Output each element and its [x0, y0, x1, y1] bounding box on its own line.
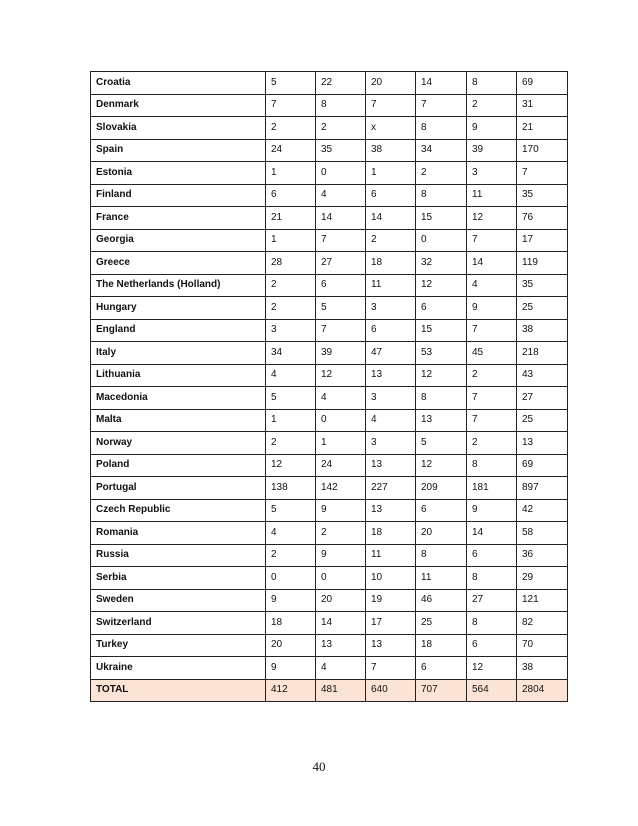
table-body: [91, 72, 568, 702]
value-cell: 1: [266, 162, 316, 185]
value-cell: 34: [266, 342, 316, 365]
value-cell: 12: [266, 454, 316, 477]
country-name-cell: Sweden: [91, 589, 266, 612]
value-cell: 35: [316, 139, 366, 162]
value-cell: 1: [366, 162, 416, 185]
value-cell: 17: [366, 612, 416, 635]
value-cell: 27: [517, 387, 568, 410]
table-row: [91, 499, 568, 522]
value-cell: 7: [467, 409, 517, 432]
country-name-cell: Romania: [91, 522, 266, 545]
value-cell: 82: [517, 612, 568, 635]
value-cell: 11: [416, 567, 467, 590]
value-cell: 121: [517, 589, 568, 612]
value-cell: 24: [316, 454, 366, 477]
country-name-cell: Malta: [91, 409, 266, 432]
value-cell: 39: [467, 139, 517, 162]
value-cell: 0: [316, 162, 366, 185]
value-cell: 6: [366, 319, 416, 342]
value-cell: 2: [467, 432, 517, 455]
value-cell: 4: [266, 364, 316, 387]
value-cell: 36: [517, 544, 568, 567]
value-cell: 11: [366, 544, 416, 567]
value-cell: 0: [316, 567, 366, 590]
value-cell: 7: [266, 94, 316, 117]
value-cell: 45: [467, 342, 517, 365]
value-cell: 7: [416, 94, 467, 117]
country-name-cell: Finland: [91, 184, 266, 207]
country-data-table: [90, 71, 568, 702]
table-row: [91, 117, 568, 140]
value-cell: 13: [366, 364, 416, 387]
value-cell: 12: [416, 454, 467, 477]
value-cell: 8: [316, 94, 366, 117]
value-cell: 20: [366, 72, 416, 95]
value-cell: 2: [266, 297, 316, 320]
value-cell: 4: [266, 522, 316, 545]
table-row: [91, 162, 568, 185]
value-cell: 21: [266, 207, 316, 230]
value-cell: 7: [467, 387, 517, 410]
value-cell: 38: [517, 319, 568, 342]
value-cell: 5: [416, 432, 467, 455]
total-cell: 481: [316, 679, 366, 702]
value-cell: 9: [467, 499, 517, 522]
country-name-cell: Hungary: [91, 297, 266, 320]
value-cell: 14: [316, 207, 366, 230]
value-cell: 34: [416, 139, 467, 162]
value-cell: 28: [266, 252, 316, 275]
value-cell: 5: [266, 72, 316, 95]
value-cell: 2: [266, 274, 316, 297]
total-cell: 564: [467, 679, 517, 702]
total-cell: 2804: [517, 679, 568, 702]
value-cell: 7: [366, 94, 416, 117]
value-cell: 69: [517, 72, 568, 95]
value-cell: 14: [467, 252, 517, 275]
value-cell: 5: [266, 387, 316, 410]
value-cell: 18: [366, 522, 416, 545]
value-cell: 18: [416, 634, 467, 657]
value-cell: 35: [517, 184, 568, 207]
value-cell: 6: [467, 634, 517, 657]
value-cell: 8: [467, 72, 517, 95]
country-name-cell: Denmark: [91, 94, 266, 117]
table-row: [91, 342, 568, 365]
table-row: [91, 72, 568, 95]
table-row: [91, 589, 568, 612]
value-cell: 9: [467, 117, 517, 140]
page-number: 40: [312, 759, 326, 774]
country-name-cell: Ukraine: [91, 657, 266, 680]
table-row: [91, 229, 568, 252]
value-cell: 12: [316, 364, 366, 387]
table-row: [91, 544, 568, 567]
value-cell: 69: [517, 454, 568, 477]
value-cell: 0: [416, 229, 467, 252]
value-cell: 8: [416, 184, 467, 207]
value-cell: 13: [416, 409, 467, 432]
value-cell: 2: [467, 94, 517, 117]
value-cell: 29: [517, 567, 568, 590]
value-cell: 7: [467, 319, 517, 342]
value-cell: 6: [316, 274, 366, 297]
value-cell: 38: [517, 657, 568, 680]
value-cell: 24: [266, 139, 316, 162]
country-name-cell: Slovakia: [91, 117, 266, 140]
value-cell: 6: [416, 297, 467, 320]
country-name-cell: Serbia: [91, 567, 266, 590]
country-name-cell: Poland: [91, 454, 266, 477]
value-cell: 19: [366, 589, 416, 612]
value-cell: 6: [266, 184, 316, 207]
value-cell: 9: [467, 297, 517, 320]
country-name-cell: Italy: [91, 342, 266, 365]
value-cell: 14: [416, 72, 467, 95]
country-name-cell: Portugal: [91, 477, 266, 500]
value-cell: 13: [517, 432, 568, 455]
value-cell: 20: [416, 522, 467, 545]
value-cell: 9: [266, 589, 316, 612]
value-cell: 11: [467, 184, 517, 207]
value-cell: 25: [517, 409, 568, 432]
value-cell: 3: [366, 432, 416, 455]
value-cell: 4: [467, 274, 517, 297]
value-cell: 3: [467, 162, 517, 185]
value-cell: 20: [266, 634, 316, 657]
value-cell: 2: [316, 117, 366, 140]
value-cell: 4: [316, 657, 366, 680]
table-row: [91, 387, 568, 410]
value-cell: 14: [467, 522, 517, 545]
country-name-cell: Georgia: [91, 229, 266, 252]
value-cell: 6: [416, 499, 467, 522]
value-cell: 13: [366, 499, 416, 522]
value-cell: 70: [517, 634, 568, 657]
value-cell: 1: [266, 229, 316, 252]
value-cell: 3: [366, 297, 416, 320]
country-name-cell: Estonia: [91, 162, 266, 185]
country-name-cell: France: [91, 207, 266, 230]
value-cell: 7: [366, 657, 416, 680]
country-name-cell: England: [91, 319, 266, 342]
value-cell: 4: [316, 387, 366, 410]
value-cell: 3: [366, 387, 416, 410]
value-cell: 12: [467, 207, 517, 230]
value-cell: 5: [316, 297, 366, 320]
table-row: [91, 612, 568, 635]
value-cell: 6: [467, 544, 517, 567]
value-cell: 38: [366, 139, 416, 162]
value-cell: 3: [266, 319, 316, 342]
table-row: [91, 432, 568, 455]
value-cell: 1: [266, 409, 316, 432]
value-cell: 8: [467, 454, 517, 477]
value-cell: 9: [316, 499, 366, 522]
value-cell: 15: [416, 319, 467, 342]
country-name-cell: Spain: [91, 139, 266, 162]
value-cell: 227: [366, 477, 416, 500]
value-cell: 18: [366, 252, 416, 275]
value-cell: 7: [316, 229, 366, 252]
value-cell: 17: [517, 229, 568, 252]
value-cell: 8: [416, 117, 467, 140]
total-row: [91, 679, 568, 702]
value-cell: 12: [416, 274, 467, 297]
value-cell: 25: [517, 297, 568, 320]
table-row: [91, 207, 568, 230]
value-cell: 1: [316, 432, 366, 455]
table-row: [91, 657, 568, 680]
value-cell: 7: [467, 229, 517, 252]
value-cell: 11: [366, 274, 416, 297]
value-cell: 181: [467, 477, 517, 500]
value-cell: 14: [316, 612, 366, 635]
value-cell: 20: [316, 589, 366, 612]
table-row: [91, 297, 568, 320]
table-row: [91, 454, 568, 477]
value-cell: 32: [416, 252, 467, 275]
value-cell: 119: [517, 252, 568, 275]
value-cell: x: [366, 117, 416, 140]
value-cell: 2: [266, 544, 316, 567]
value-cell: 170: [517, 139, 568, 162]
total-cell: 707: [416, 679, 467, 702]
value-cell: 42: [517, 499, 568, 522]
value-cell: 25: [416, 612, 467, 635]
value-cell: 10: [366, 567, 416, 590]
value-cell: 9: [266, 657, 316, 680]
value-cell: 2: [266, 432, 316, 455]
country-name-cell: Switzerland: [91, 612, 266, 635]
value-cell: 47: [366, 342, 416, 365]
table-row: [91, 634, 568, 657]
total-label: TOTAL: [91, 679, 266, 702]
value-cell: 2: [467, 364, 517, 387]
value-cell: 76: [517, 207, 568, 230]
table-row: [91, 522, 568, 545]
value-cell: 58: [517, 522, 568, 545]
value-cell: 21: [517, 117, 568, 140]
value-cell: 9: [316, 544, 366, 567]
value-cell: 218: [517, 342, 568, 365]
value-cell: 138: [266, 477, 316, 500]
table-row: [91, 567, 568, 590]
value-cell: 18: [266, 612, 316, 635]
table-row: [91, 252, 568, 275]
country-name-cell: Croatia: [91, 72, 266, 95]
value-cell: 14: [366, 207, 416, 230]
value-cell: 8: [467, 567, 517, 590]
value-cell: 2: [366, 229, 416, 252]
value-cell: 6: [366, 184, 416, 207]
value-cell: 4: [366, 409, 416, 432]
country-name-cell: Norway: [91, 432, 266, 455]
table-row: [91, 184, 568, 207]
total-cell: 412: [266, 679, 316, 702]
country-name-cell: Greece: [91, 252, 266, 275]
value-cell: 13: [366, 634, 416, 657]
table-row: [91, 409, 568, 432]
value-cell: 7: [517, 162, 568, 185]
country-name-cell: Macedonia: [91, 387, 266, 410]
value-cell: 897: [517, 477, 568, 500]
country-name-cell: Czech Republic: [91, 499, 266, 522]
value-cell: 8: [416, 387, 467, 410]
value-cell: 13: [316, 634, 366, 657]
value-cell: 6: [416, 657, 467, 680]
value-cell: 15: [416, 207, 467, 230]
value-cell: 2: [316, 522, 366, 545]
value-cell: 209: [416, 477, 467, 500]
value-cell: 13: [366, 454, 416, 477]
value-cell: 53: [416, 342, 467, 365]
country-name-cell: Turkey: [91, 634, 266, 657]
country-name-cell: Russia: [91, 544, 266, 567]
value-cell: 2: [416, 162, 467, 185]
value-cell: 46: [416, 589, 467, 612]
total-cell: 640: [366, 679, 416, 702]
table-row: [91, 274, 568, 297]
value-cell: 0: [316, 409, 366, 432]
value-cell: 0: [266, 567, 316, 590]
value-cell: 35: [517, 274, 568, 297]
table-row: [91, 477, 568, 500]
value-cell: 27: [467, 589, 517, 612]
country-name-cell: Lithuania: [91, 364, 266, 387]
value-cell: 8: [416, 544, 467, 567]
table-row: [91, 364, 568, 387]
table-row: [91, 139, 568, 162]
value-cell: 2: [266, 117, 316, 140]
country-name-cell: The Netherlands (Holland): [91, 274, 266, 297]
value-cell: 12: [416, 364, 467, 387]
value-cell: 7: [316, 319, 366, 342]
value-cell: 39: [316, 342, 366, 365]
value-cell: 5: [266, 499, 316, 522]
value-cell: 43: [517, 364, 568, 387]
value-cell: 4: [316, 184, 366, 207]
value-cell: 27: [316, 252, 366, 275]
value-cell: 12: [467, 657, 517, 680]
value-cell: 8: [467, 612, 517, 635]
value-cell: 31: [517, 94, 568, 117]
value-cell: 22: [316, 72, 366, 95]
table-row: [91, 319, 568, 342]
value-cell: 142: [316, 477, 366, 500]
table-row: [91, 94, 568, 117]
